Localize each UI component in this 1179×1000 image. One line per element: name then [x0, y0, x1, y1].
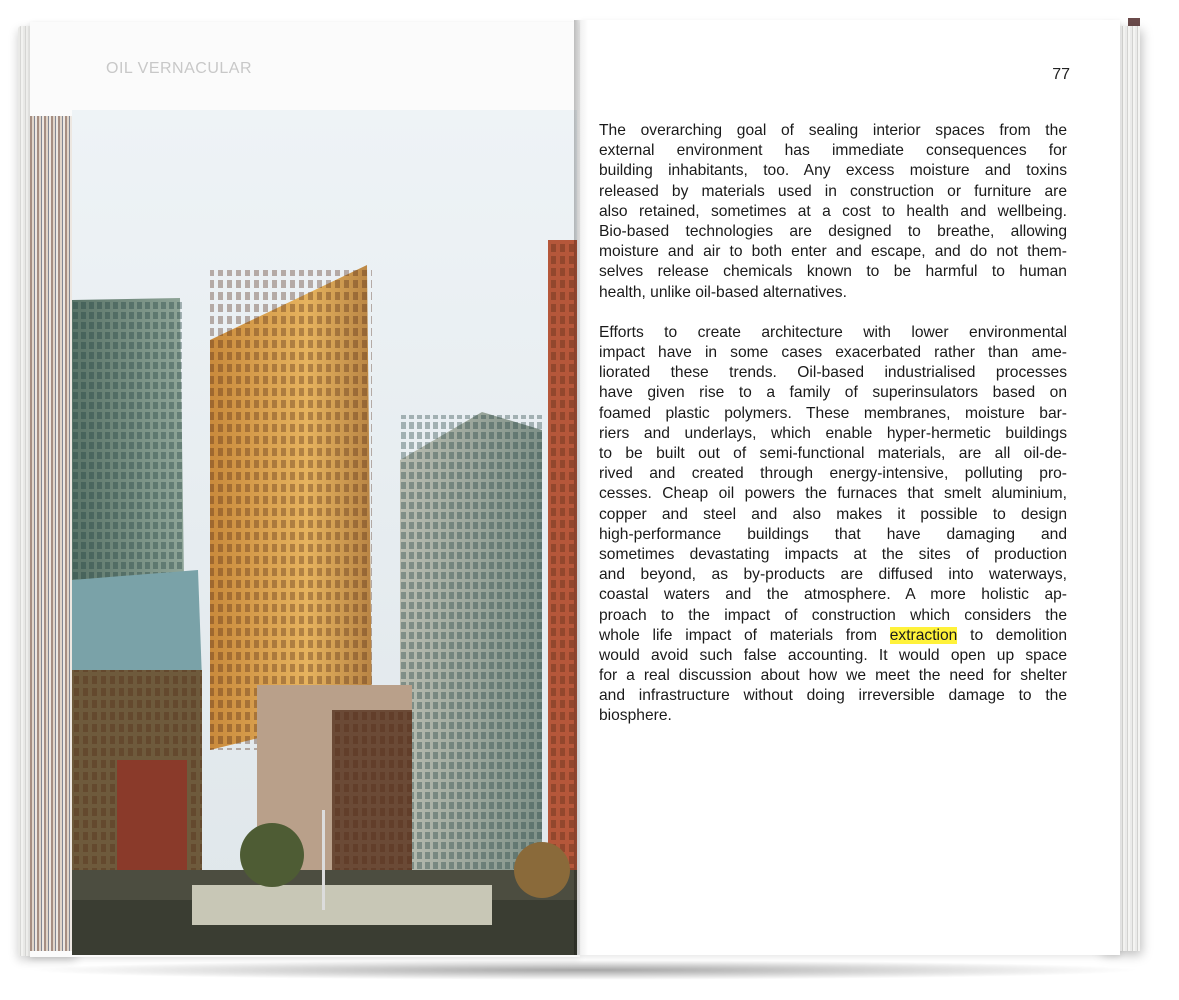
- body-text: [599, 121, 1067, 727]
- book-shadow: [24, 960, 1144, 980]
- text-segment: to demolition: [957, 626, 1068, 644]
- text-line: health, unlike oil-based alternatives.: [599, 283, 847, 301]
- text-line: copper and steel and also makes it possible to design: [599, 505, 1067, 523]
- text-line: biosphere.: [599, 707, 672, 725]
- text-line: cesses. Cheap oil powers the furnaces that smelt aluminium,: [599, 485, 1067, 503]
- text-line: and beyond, as by-products are diffused into waterways,: [599, 566, 1067, 584]
- text-segment: whole life impact of materials from: [599, 626, 890, 644]
- book-gutter: [574, 20, 588, 955]
- text-line: impact have in some cases exacerbated rather than ame-: [599, 344, 1067, 362]
- text-line: coastal waters and the atmosphere. A more holistic ap-: [599, 586, 1067, 604]
- text-line: liorated these trends. Oil-based industrialised processes: [599, 364, 1067, 382]
- text-line: and infrastructure without doing irreversible damage to the: [599, 687, 1067, 705]
- text-line: Bio-based technologies are designed to breathe, allowing: [599, 222, 1067, 240]
- text-line: proach to the impact of construction which considers the: [599, 606, 1067, 624]
- highlighted-word: extraction: [889, 626, 958, 644]
- page-number: 77: [1052, 66, 1070, 83]
- text-line: foamed plastic polymers. These membranes, moisture bar-: [599, 404, 1067, 422]
- paragraph-2: [599, 323, 1067, 727]
- text-line: rived and created through energy-intensive, polluting pro-: [599, 465, 1067, 483]
- text-line: Efforts to create architecture with lower environmental: [599, 323, 1067, 341]
- text-line: building inhabitants, too. Any excess moisture and toxins: [599, 162, 1067, 180]
- left-page-stack-stripes: [30, 116, 74, 951]
- photo-illustration: [72, 110, 577, 955]
- text-line: to be built out of semi-functional materials, are all oil-de-: [599, 445, 1067, 462]
- text-line: selves release chemicals known to be harmful to human: [599, 263, 1067, 281]
- text-line: sometimes devastating impacts at the sites of production: [599, 545, 1067, 563]
- building-photo: [72, 110, 577, 955]
- text-line: for a real discussion about how we meet the need for shelter: [599, 667, 1067, 685]
- highlighted-text-line: [599, 626, 1067, 646]
- text-line: moisture and air to both enter and escape, and do not them-: [599, 243, 1067, 261]
- text-line: high-performance buildings that have damaging and: [599, 525, 1067, 543]
- text-line: external environment has immediate consequences for: [599, 142, 1067, 160]
- text-line: released by materials used in construction or furniture are: [599, 182, 1067, 200]
- paragraph-1: [599, 121, 1067, 303]
- text-line: riers and underlays, which enable hyper-hermetic buildings: [599, 424, 1067, 442]
- paragraph-gap: [599, 303, 1067, 323]
- text-line: have given rise to a family of superinsulators based on: [599, 384, 1067, 402]
- running-head: OIL VERNACULAR: [106, 60, 252, 77]
- text-line: also retained, sometimes at a cost to health and wellbeing.: [599, 202, 1067, 220]
- text-line: would avoid such false accounting. It would open up space: [599, 646, 1067, 664]
- text-line: The overarching goal of sealing interior spaces from the: [599, 122, 1067, 139]
